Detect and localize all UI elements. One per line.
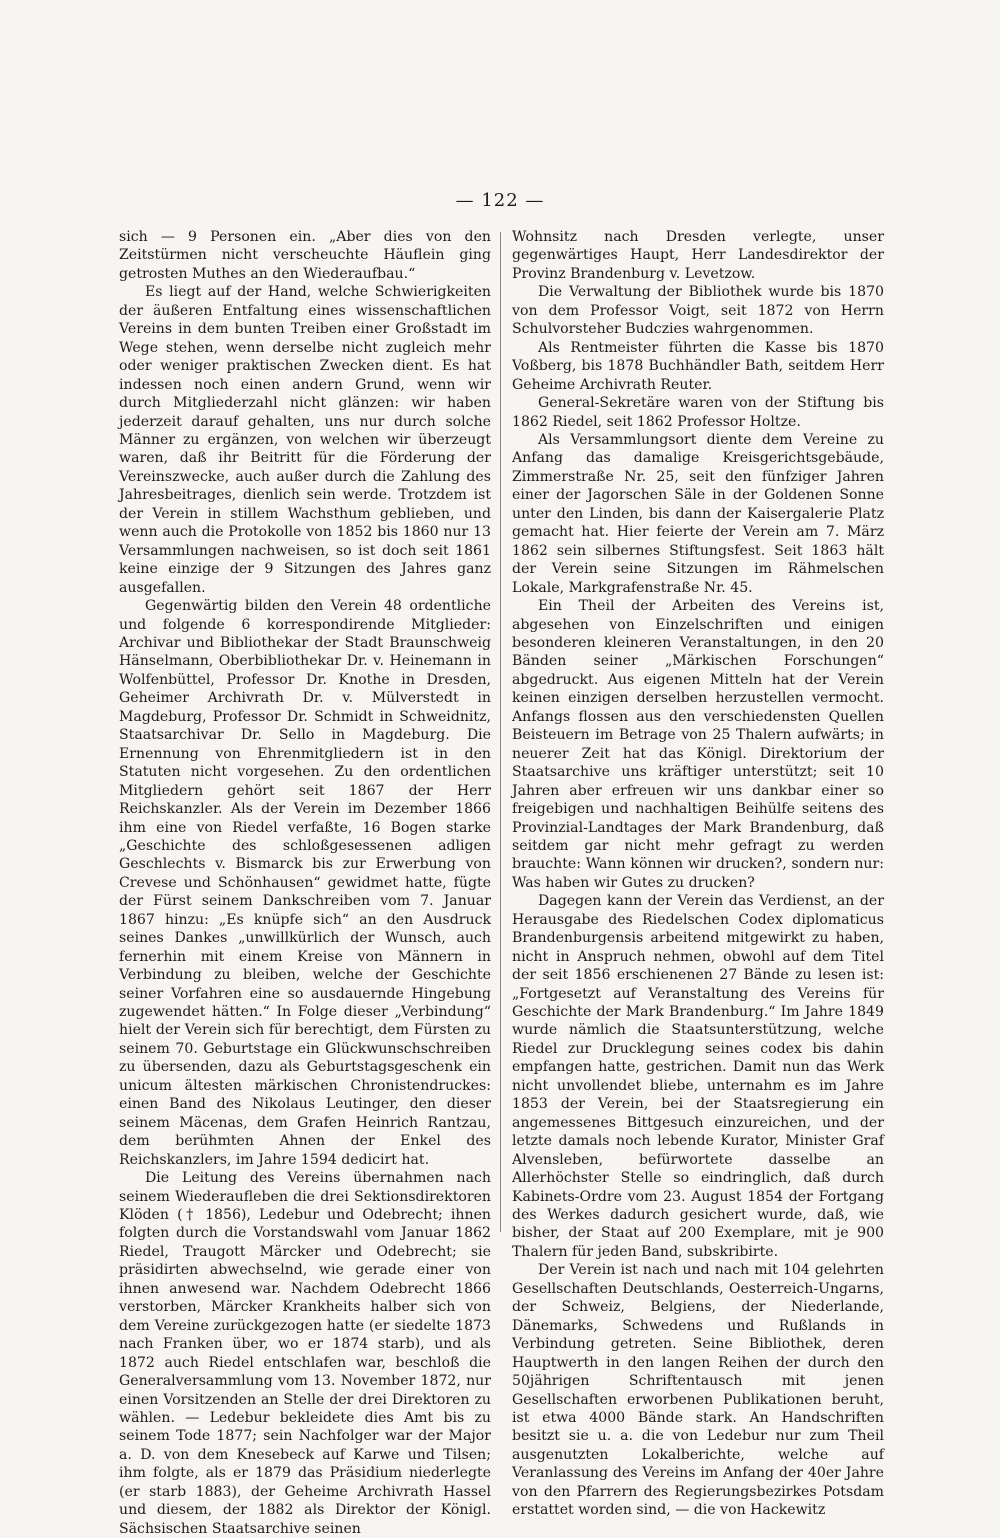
paragraph: Als Rentmeister führten die Kasse bis 1870 Voßberg, bis 1878 Buchhändler Bath, seitdem Herr Geheime Archivrath Reuter.	[512, 339, 884, 393]
page-number: — 122 —	[455, 190, 545, 211]
paragraph: sich — 9 Personen ein. „Aber dies von den Zeitstürmen nicht verscheuchte Häuflein ging getrosten Muthes an den Wiederaufbau.“	[119, 229, 491, 282]
paragraph: Der Verein ist nach und nach mit 104 gelehrten Gesellschaften Deutschlands, Oesterreich-Ungarns, der Schweiz, Belgiens, der Niederlande, Dänemarks, Schwedens und Rußlands in Verbindung getreten. Seine Bibliothek, deren Hauptwerth in den langen Reihen der durch den 50jährigen Schriftentausch mit jenen Gesellschaften erworbenen Publikationen beruht, ist etwa 4000 Bände stark. An Handschriften besitzt sie u. a. die von Ledebur nur zum Theil ausgenutzten Lokalberichte, welche auf Veranlassung des Vereins im Anfang der 40er Jahre von den Pfarrern des Regierungsbezirkes Potsdam erstattet worden sind, — die von Hackewitz	[512, 1262, 884, 1519]
paragraph: Wohnsitz nach Dresden verlegte, unser gegenwärtiges Haupt, Herr Landesdirektor der Provinz Brandenburg v. Levetzow.	[512, 229, 884, 282]
paragraph: Gegenwärtig bilden den Verein 48 ordentliche und folgende 6 korrespondirende Mitglieder: Archivar und Bibliothekar der Stadt Braunschweig Hänselmann, Oberbibliothekar Dr. v. Heinemann in Wolfenbüttel, Professor Dr. Knothe in Dresden, Geheimer Archivrath Dr. v. Mülverstedt in Magdeburg, Professor Dr. Schmidt in Schweidnitz, Staatsarchivar Dr. Sello in Magdeburg. Die Ernennung von Ehrenmitgliedern ist in den Statuten nicht vorgesehen. Zu den ordentlichen Mitgliedern gehört seit 1867 der Herr Reichskanzler. Als der Verein im Dezember 1866 ihm eine von Riedel verfaßte, 16 Bogen starke „Geschichte des schloßgesessenen adligen Geschlechts v. Bismarck bis zur Erwerbung von Crevese und Schönhausen“ gewidmet hatte, fügte der Fürst seinem Dankschreiben vom 7. Januar 1867 hinzu: „Es knüpfe sich“ an den Ausdruck seines Dankes „unwillkürlich der Wunsch, auch fernerhin mit einem Kreise von Männern in Verbindung zu bleiben, welche der Geschichte seiner Vorfahren eine so ausdauernde Hingebung zugewendet hätten.“ In Folge dieser „Verbindung“ hielt der Verein sich für berechtigt, dem Fürsten zu seinem 70. Geburtstage ein Glückwunschschreiben zu übersenden, dazu als Geburtstagsgeschenk ein unicum ältesten märkischen Chronistendruckes: einen Band des Nikolaus Leutinger, den dieser seinem Mäcenas, dem Grafen Heinrich Rantzau, dem berühmten Ahnen der Enkel des Reichskanzlers, im Jahre 1594 dedicirt hat.	[119, 598, 491, 1168]
paragraph: General-Sekretäre waren von der Stiftung bis 1862 Riedel, seit 1862 Professor Holtze.	[512, 395, 884, 430]
paragraph: Ein Theil der Arbeiten des Vereins ist, abgesehen von Einzelschriften und einigen besonderen kleineren Veranstaltungen, in den 20 Bänden seiner „Märkischen Forschungen“ abgedruckt. Aus eigenen Mitteln hat der Verein keinen einzigen derselben herzustellen vermocht. Anfangs flossen aus den verschiedensten Quellen Beisteuern im Betrage von 25 Thalern aufwärts; in neuerer Zeit hat das Königl. Direktorium der Staatsarchive uns kräftiger unterstützt; seit 10 Jahren aber erfreuen wir uns dankbar einer so freigebigen und nachhaltigen Beihülfe seitens des Provinzial-Landtages der Mark Brandenburg, daß seitdem gar nicht mehr gefragt zu werden brauchte: Wann können wir drucken?, sondern nur: Was haben wir Gutes zu drucken?	[512, 598, 884, 891]
paragraph: Dagegen kann der Verein das Verdienst, an der Herausgabe des Riedelschen Codex diplomaticus Brandenburgensis arbeitend mitgewirkt zu haben, nicht in Anspruch nehmen, obwohl auf dem Titel der seit 1856 erschienenen 27 Bände zu lesen ist: „Fortgesetzt auf Veranstaltung des Vereins für Geschichte der Mark Brandenburg.“ Im Jahre 1849 wurde nämlich die Staatsunterstützung, welche Riedel zur Drucklegung seines codex bis dahin empfangen hatte, gestrichen. Damit nun das Werk nicht unvollendet bliebe, unternahm es im Jahre 1853 der Verein, bei der Staatsregierung ein angemessenes Bittgesuch einzureichen, und der letzte damals noch lebende Kurator, Minister Graf Alvensleben, befürwortete dasselbe an Allerhöchster Stelle so eindringlich, daß durch Kabinets-Ordre vom 23. August 1854 der Fortgang des Werkes dadurch gesichert wurde, daß, wie bisher, der Staat auf 200 Exemplare, mit je 900 Thalern für jeden Band, subskribirte.	[512, 893, 884, 1260]
left-column	[119, 228, 491, 1538]
right-column	[512, 228, 884, 1520]
paragraph: Die Verwaltung der Bibliothek wurde bis 1870 von dem Professor Voigt, seit 1872 von Herrn Schulvorsteher Budczies wahrgenommen.	[512, 284, 884, 338]
paragraph: Es liegt auf der Hand, welche Schwierigkeiten der äußeren Entfaltung eines wissenschaftlichen Vereins in dem bunten Treiben einer Großstadt im Wege stehen, wenn derselbe nicht zugleich mehr oder weniger praktischen Zwecken dient. Es hat indessen noch einen andern Grund, wenn wir durch Mitgliederzahl nicht glänzen: wir haben jederzeit darauf gehalten, uns nur durch solche Männer zu ergänzen, von welchen wir überzeugt waren, daß ihr Beitritt für die Förderung der Vereinszwecke, auch außer durch die Zahlung des Jahresbeitrages, dienlich sein werde. Trotzdem ist der Verein in stillem Wachsthum geblieben, und wenn auch die Protokolle von 1852 bis 1860 nur 13 Versammlungen nachweisen, so ist doch seit 1861 keine einzige der 9 Sitzungen des Jahres ganz ausgefallen.	[119, 284, 491, 596]
paragraph: Als Versammlungsort diente dem Vereine zu Anfang das damalige Kreisgerichtsgebäude, Zimmerstraße Nr. 25, seit den fünfziger Jahren einer der Jagorschen Säle in der Goldenen Sonne unter den Linden, bis dann der Kaisergalerie Platz gemacht hat. Hier feierte der Verein am 7. März 1862 sein silbernes Stiftungsfest. Seit 1863 hält der Verein seine Sitzungen im Rähmelschen Lokale, Markgrafenstraße Nr. 45.	[512, 431, 884, 596]
column-divider	[500, 232, 501, 1232]
paragraph: Die Leitung des Vereins übernahmen nach seinem Wiederaufleben die drei Sektionsdirektoren Klöden († 1856), Ledebur und Odebrecht; ihnen folgten durch die Vorstandswahl vom Januar 1862 Riedel, Traugott Märcker und Odebrecht; sie präsidirten abwechselnd, wie gerade einer von ihnen anwesend war. Nachdem Odebrecht 1866 verstorben, Märcker Krankheits halber sich von dem Vereine zurückgezogen hatte (er siedelte 1873 nach Franken über, wo er 1874 starb), und als 1872 auch Riedel entschlafen war, beschloß die Generalversammlung vom 13. November 1872, nur einen Vorsitzenden an Stelle der drei Direktoren zu wählen. — Ledebur bekleidete dies Amt bis zu seinem Tode 1877; sein Nachfolger war der Major a. D. von dem Knesebeck auf Karwe und Tilsen; ihm folgte, als er 1879 das Präsidium niederlegte (er starb 1883), der Geheime Archivrath Hassel und diesem, der 1882 als Direktor der Königl. Sächsischen Staatsarchive seinen	[119, 1170, 491, 1537]
